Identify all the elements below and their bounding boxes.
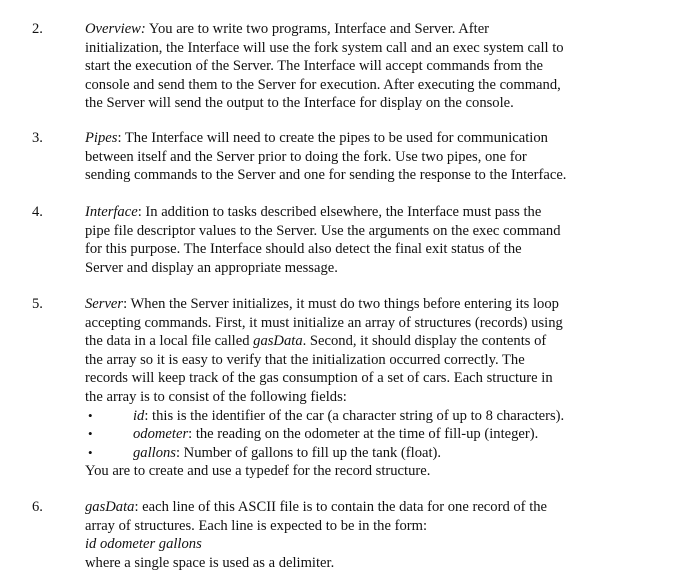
gasdata-filename: gasData	[253, 333, 303, 350]
item-2-line-5: the Server will send the output to the Interface for display on the console.	[85, 95, 514, 112]
item-4-line-3: for this purpose. The Interface should also detect the final exit status of the	[85, 241, 522, 258]
item-3-paragraph	[85, 129, 670, 185]
bullet-icon: •	[88, 426, 93, 442]
bullet-icon: •	[88, 407, 93, 423]
record-format: id odometer gallons	[85, 536, 202, 553]
item-4-number: 4.	[32, 204, 43, 220]
item-3-line-2: between itself and the Server prior to doing the fork. Use two pipes, one for	[85, 148, 527, 165]
item-5-number: 5.	[32, 296, 43, 312]
item-4-line-1: : In addition to tasks described elsewhere, the Interface must pass the	[137, 204, 542, 220]
item-6-line-2: array of structures. Each line is expected to be in the form:	[85, 517, 428, 534]
item-5-term: Server	[85, 296, 124, 312]
item-6-line-1: : each line of this ASCII file is to contain the data for one record of the	[134, 499, 548, 515]
item-5-line-5: records will keep track of the gas consumption of a set of cars. Each structure in	[85, 370, 553, 387]
item-6-closing: where a single space is used as a delimiter.	[85, 554, 335, 571]
item-5-closing: You are to create and use a typedef for the record structure.	[85, 463, 431, 480]
item-2-line-2: initialization, the Interface will use the fork system call and an exec system call to	[85, 39, 564, 56]
item-2-term: Overview:	[85, 21, 146, 37]
field-item-odometer	[85, 425, 670, 444]
item-6-number: 6.	[32, 499, 43, 515]
field-item-id	[85, 407, 670, 426]
field-desc: : this is the identifier of the car (a character string of up to 8 characters).	[144, 407, 565, 424]
item-2-line-1: You are to write two programs, Interface and Server. After	[145, 21, 490, 37]
item-3-line-3: sending commands to the Server and one for sending the response to the Interface.	[85, 167, 567, 184]
item-2-line-4: console and send them to the Server for execution. After executing the command,	[85, 76, 561, 93]
item-2-paragraph	[85, 20, 670, 113]
field-desc: : the reading on the odometer at the time of fill-up (integer).	[188, 426, 539, 443]
item-6-term: gasData	[85, 499, 135, 515]
item-2-line-3: start the execution of the Server. The Interface will accept commands from the	[85, 58, 544, 75]
item-6-paragraph	[85, 498, 670, 572]
item-5-line-6: the array is to consist of the following fields:	[85, 388, 347, 405]
item-3-number: 3.	[32, 130, 43, 146]
field-item-gallons	[85, 444, 670, 463]
item-5-line-3: the data in a local file called gasData. Second, it should display the contents of	[85, 333, 547, 350]
item-5-line-1: : When the Server initializes, it must do two things before entering its loop	[123, 296, 559, 312]
field-name: odometer	[133, 426, 189, 443]
item-4-paragraph	[85, 203, 670, 277]
field-name: gallons	[133, 444, 176, 461]
field-list	[85, 407, 670, 463]
item-4-line-2: pipe file descriptor values to the Server. Use the arguments on the exec command	[85, 222, 561, 239]
item-3-term: Pipes	[85, 130, 118, 146]
item-4-term: Interface	[85, 204, 138, 220]
item-5-line-4: the array so it is easy to verify that the initialization occurred correctly. The	[85, 351, 525, 368]
item-5-paragraph	[85, 295, 670, 481]
bullet-icon: •	[88, 444, 93, 460]
item-4-line-4: Server and display an appropriate message.	[85, 259, 338, 276]
field-desc: : Number of gallons to fill up the tank (float).	[175, 444, 442, 461]
item-2-number: 2.	[32, 21, 43, 37]
item-3-line-1: : The Interface will need to create the pipes to be used for communication	[117, 130, 548, 146]
item-5-line-2: accepting commands. First, it must initialize an array of structures (records) using	[85, 314, 563, 331]
field-name: id	[133, 407, 145, 424]
